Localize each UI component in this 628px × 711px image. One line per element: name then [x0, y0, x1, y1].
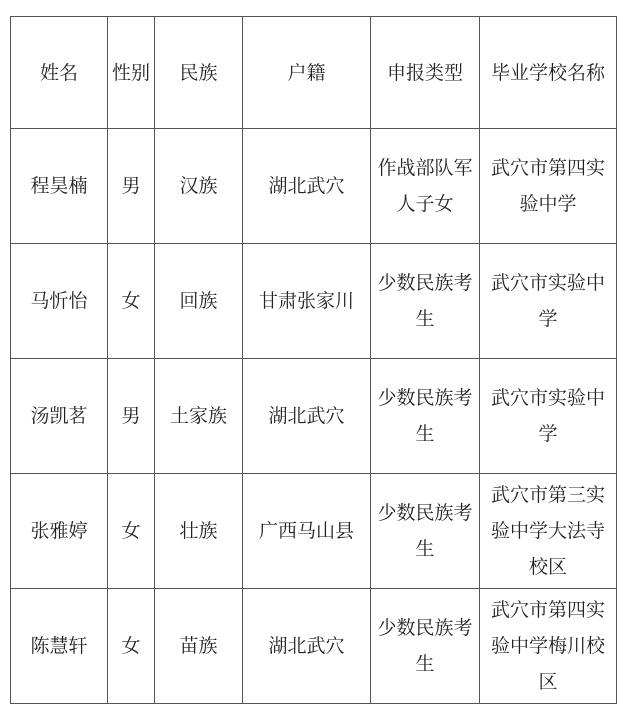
cell-graduation-school: 武穴市实验中学	[480, 359, 617, 474]
cell-graduation-school: 武穴市实验中学	[480, 244, 617, 359]
cell-household-registration: 湖北武穴	[243, 129, 371, 244]
cell-name: 陈慧轩	[11, 589, 108, 704]
cell-graduation-school: 武穴市第四实验中学梅川校区	[480, 589, 617, 704]
header-application-type: 申报类型	[371, 17, 480, 129]
cell-gender: 男	[108, 359, 155, 474]
header-ethnicity: 民族	[155, 17, 243, 129]
cell-gender: 女	[108, 474, 155, 589]
cell-graduation-school: 武穴市第三实验中学大法寺校区	[480, 474, 617, 589]
header-graduation-school: 毕业学校名称	[480, 17, 617, 129]
cell-application-type: 少数民族考生	[371, 474, 480, 589]
cell-household-registration: 湖北武穴	[243, 589, 371, 704]
cell-ethnicity: 汉族	[155, 129, 243, 244]
student-table	[10, 16, 617, 704]
cell-graduation-school: 武穴市第四实验中学	[480, 129, 617, 244]
cell-ethnicity: 回族	[155, 244, 243, 359]
cell-household-registration: 甘肃张家川	[243, 244, 371, 359]
cell-household-registration: 广西马山县	[243, 474, 371, 589]
cell-application-type: 作战部队军人子女	[371, 129, 480, 244]
header-gender: 性别	[108, 17, 155, 129]
cell-application-type: 少数民族考生	[371, 589, 480, 704]
table-row	[11, 359, 617, 474]
cell-ethnicity: 壮族	[155, 474, 243, 589]
table-row	[11, 129, 617, 244]
header-name: 姓名	[11, 17, 108, 129]
cell-household-registration: 湖北武穴	[243, 359, 371, 474]
cell-name: 程昊楠	[11, 129, 108, 244]
cell-name: 汤凯茗	[11, 359, 108, 474]
cell-gender: 女	[108, 244, 155, 359]
cell-gender: 女	[108, 589, 155, 704]
table-row	[11, 474, 617, 589]
cell-application-type: 少数民族考生	[371, 359, 480, 474]
cell-application-type: 少数民族考生	[371, 244, 480, 359]
table-row	[11, 244, 617, 359]
cell-ethnicity: 土家族	[155, 359, 243, 474]
cell-gender: 男	[108, 129, 155, 244]
header-household-registration: 户籍	[243, 17, 371, 129]
cell-name: 马忻怡	[11, 244, 108, 359]
table-header-row	[11, 17, 617, 129]
table-row	[11, 589, 617, 704]
cell-name: 张雅婷	[11, 474, 108, 589]
cell-ethnicity: 苗族	[155, 589, 243, 704]
